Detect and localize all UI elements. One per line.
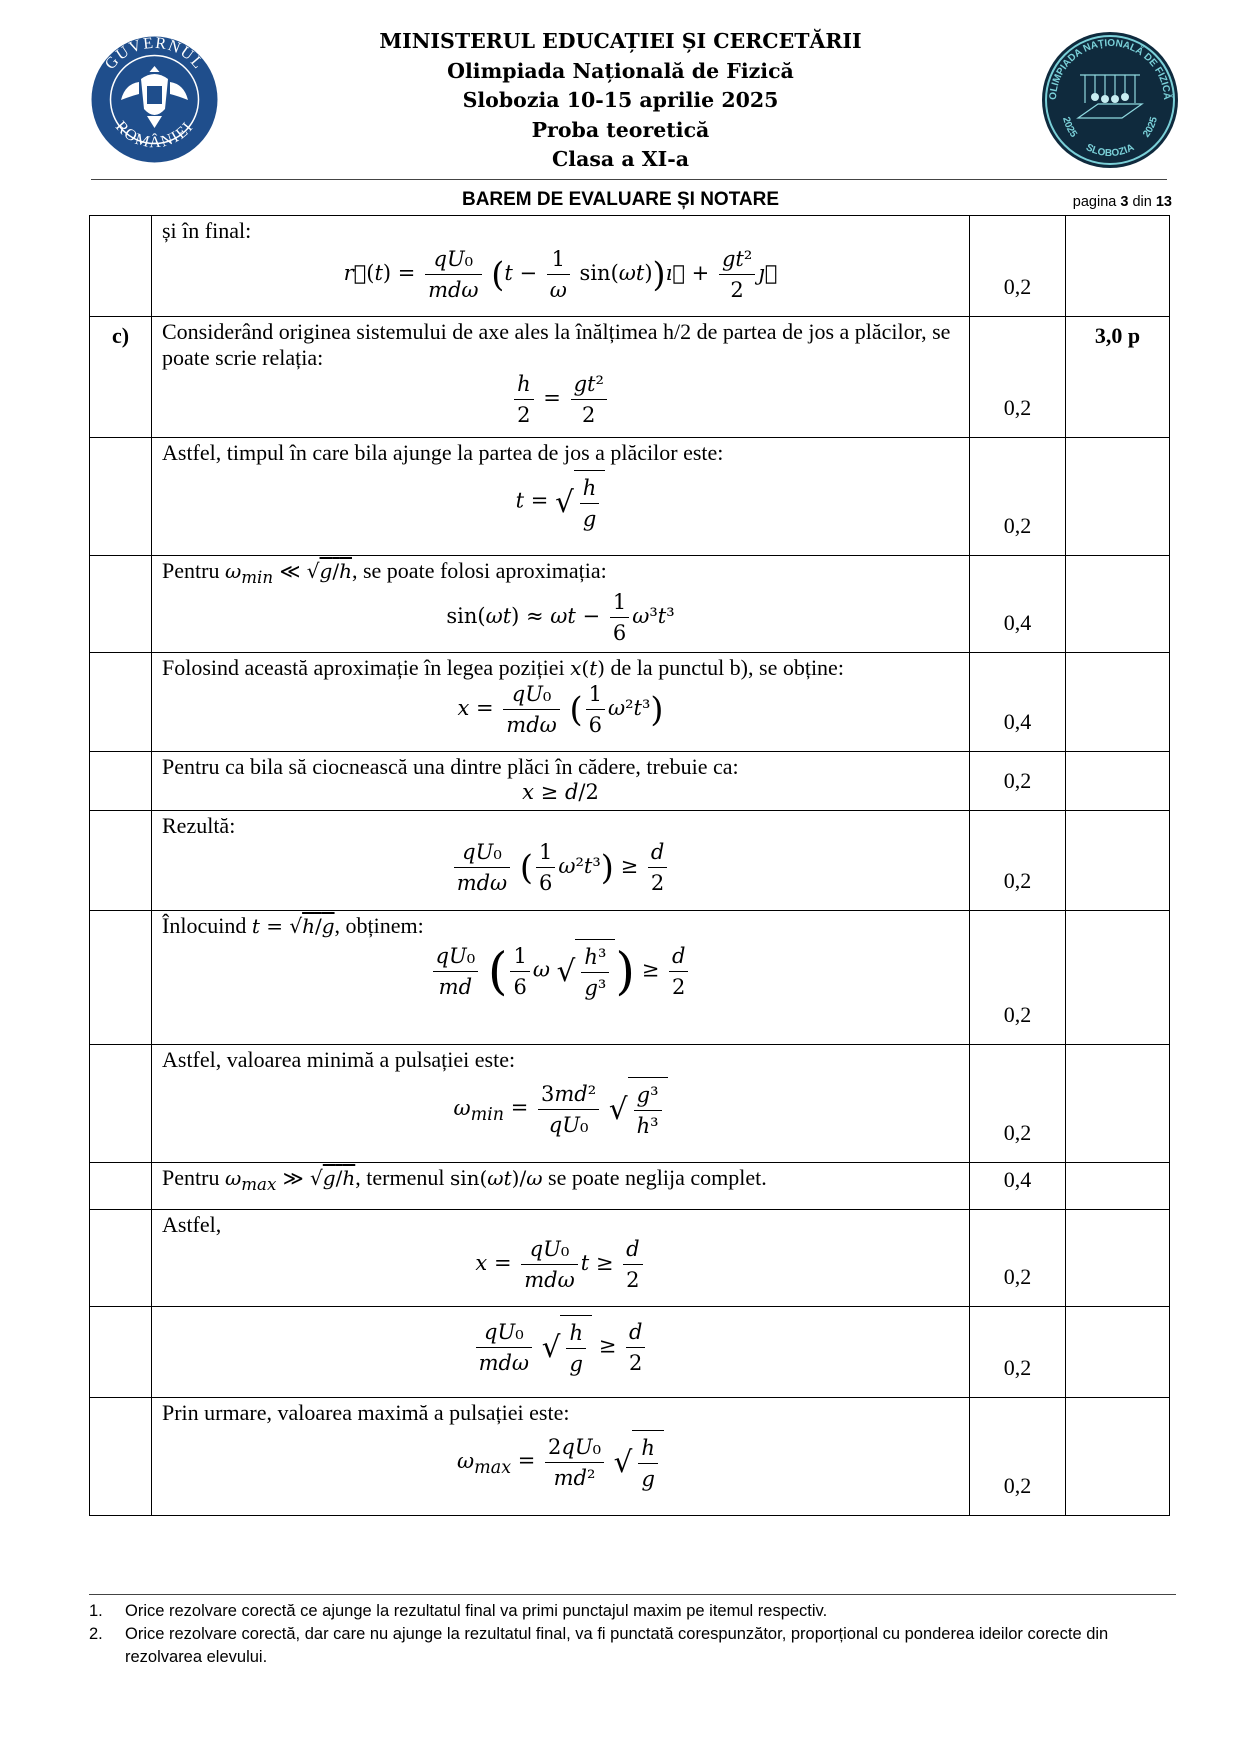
item-label: c) [90, 317, 152, 438]
points: 0,2 [970, 438, 1066, 556]
header-divider [91, 179, 1167, 180]
olympiad-logo-city: SLOBOZIA [1083, 142, 1137, 160]
table-row: și în final: r⃗(t) = $\frac{\text{qU₀}}{\text{mdω}}$ (t − $\frac{1}{\omega}$ sin(ωt))ı⃗ + $\frac{\text{gt²}}{2}$ ȷ⃗ 0,2 [90, 216, 1170, 317]
points: 0,2 [970, 317, 1066, 438]
page-number: pagina 3 din 13 [1072, 194, 1172, 210]
points: 0,4 [970, 653, 1066, 752]
equation: t = √ $\frac{h}{g}$ [162, 470, 959, 534]
logo-text-bottom: ROMÂNIEI [111, 118, 198, 152]
equation: $\omega_{min}$ = $\frac{\text{3md²}}{\text{qU₀}}$ √ $\frac{\text{g³}}{\text{h³}}$ [162, 1077, 959, 1141]
barem-title: BAREM DE EVALUARE ȘI NOTARE [461, 189, 780, 210]
points: 0,2 [970, 1398, 1066, 1516]
table-row: Înlocuind t = √h/g, obținem: $\frac{\text{qU₀}}{md}$ ( $\frac{1}{6}$ ω √ $\frac{\text{h³}}{\text{g³}}$ ) ≥ $\frac{d}{2}$ 0,2 [90, 911, 1170, 1045]
points: 0,2 [970, 1045, 1066, 1163]
equation: $\frac{\text{qU₀}}{\text{mdω}}$ ( $\frac{1}{6}$ ω²t³) ≥ $\frac{d}{2}$ [162, 837, 959, 898]
equation: sin(ωt) ≈ ωt − $\frac{1}{6}$ ω³t³ [162, 587, 959, 648]
table-row: c) Considerând originea sistemului de axe ales la înălțimea h/2 de partea de jos a plăcilor, se poate scrie relația: $\frac{h}{2}$ = $\frac{\text{gt²}}{2}$ 0,2 3,0 p [90, 317, 1170, 438]
footnote-divider [89, 1594, 1176, 1595]
place-date: Slobozia 10-15 aprilie 2025 [462, 88, 779, 112]
logo-text-top: GUVERNUL [101, 34, 208, 73]
footnote: 2. Orice rezolvare corectă, dar care nu ajunge la rezultatul final, va fi punctată corespunzător, proporțional cu ponderea ideilor corecte din rezolvarea elevului. [89, 1625, 1109, 1666]
item-total: 3,0 p [1066, 317, 1170, 438]
table-row: Folosind această aproximație în legea poziției x(t) de la punctul b), se obține: x = $\frac{\text{qU₀}}{\text{mdω}}$ ( $\frac{1}{6}$ ω²t³) 0,4 [90, 653, 1170, 752]
points: 0,2 [970, 1307, 1066, 1398]
table-row: Astfel, valoarea minimă a pulsației este: $\omega_{min}$ = $\frac{\text{3md²}}{\text{qU₀}}$ √ $\frac{\text{g³}}{\text{h³}}$ 0,2 [90, 1045, 1170, 1163]
points: 0,4 [970, 1163, 1066, 1210]
table-row: Pentru ca bila să ciocnească una dintre plăci în cădere, trebuie ca: x ≥ d/2 0,2 [90, 752, 1170, 811]
table-row [90, 1307, 1170, 1398]
points: 0,2 [970, 811, 1066, 911]
grade: Clasa a XI-a [551, 147, 690, 171]
equation: x = $\frac{\text{qU₀}}{\text{mdω}}$ ( $\frac{1}{6}$ ω²t³) [162, 679, 959, 740]
exam-name: Proba teoretică [531, 117, 710, 142]
olympiad-name: Olimpiada Națională de Fizică [447, 58, 794, 83]
points: 0,2 [970, 911, 1066, 1045]
equation: $\frac{\text{qU₀}}{md}$ ( $\frac{1}{6}$ ω √ $\frac{\text{h³}}{\text{g³}}$ ) ≥ $\frac{d}{2}$ [162, 939, 959, 1003]
points: 0,2 [970, 216, 1066, 317]
table-row: Astfel, timpul în care bila ajunge la partea de jos a plăcilor este: t = √ $\frac{h}{g}$ 0,2 [90, 438, 1170, 556]
table-row: Astfel, x = $\frac{\text{qU₀}}{\text{mdω}}$ t ≥ $\frac{d}{2}$ 0,2 [90, 1210, 1170, 1307]
footnotes [89, 1600, 1179, 1669]
table-row: Rezultă: $\frac{\text{qU₀}}{\text{mdω}}$ ( $\frac{1}{6}$ ω²t³) ≥ $\frac{d}{2}$ 0,2 [90, 811, 1170, 911]
equation: x ≥ d/2 [522, 780, 599, 804]
table-row: Prin urmare, valoarea maximă a pulsației este: $\omega_{max}$ = $\frac{\text{2qU₀}}{\text{md²}}$ √ $\frac{h}{g}$ 0,2 [90, 1398, 1170, 1516]
equation: $\frac{h}{2}$ = $\frac{\text{gt²}}{2}$ [162, 369, 959, 430]
equation: r⃗(t) = $\frac{\text{qU₀}}{\text{mdω}}$ (t − $\frac{1}{\omega}$ sin(ωt))ı⃗ + $\frac{\text{gt²}}{2}$ ȷ⃗ [162, 244, 959, 305]
points: 0,4 [970, 556, 1066, 653]
footnote: 1. Orice rezolvare corectă ce ajunge la rezultatul final va primi punctajul maxim pe itemul respectiv. [89, 1602, 828, 1620]
svg-text:2025: 2025 [1141, 115, 1160, 140]
header-titles [0, 27, 1241, 175]
svg-text:2025: 2025 [1060, 115, 1079, 140]
scoring-table [89, 215, 1170, 1516]
olympiad-logo-title: OLIMPIADA NAȚIONALĂ DE FIZICĂ [1047, 37, 1173, 101]
table-row: Pentru $\omega_{max}$ ≫ √g/h, termenul sin(ωt)/ω se poate neglija complet. 0,4 [90, 1163, 1170, 1210]
equation: $\omega_{max}$ = $\frac{\text{2qU₀}}{\text{md²}}$ √ $\frac{h}{g}$ [162, 1430, 959, 1494]
equation: x = $\frac{\text{qU₀}}{\text{mdω}}$ t ≥ $\frac{d}{2}$ [162, 1234, 959, 1295]
points: 0,2 [970, 752, 1066, 811]
points: 0,2 [970, 1210, 1066, 1307]
table-row: Pentru $\omega_{min}$ ≪ √g/h, se poate folosi aproximația: sin(ωt) ≈ ωt − $\frac{1}{6}$ ω³t³ 0,4 [90, 556, 1170, 653]
equation: $\frac{\text{qU₀}}{\text{mdω}}$ √ $\frac{h}{g}$ ≥ $\frac{d}{2}$ [162, 1315, 959, 1379]
ministry-name: MINISTERUL EDUCAȚIEI ȘI CERCETĂRII [379, 29, 862, 53]
